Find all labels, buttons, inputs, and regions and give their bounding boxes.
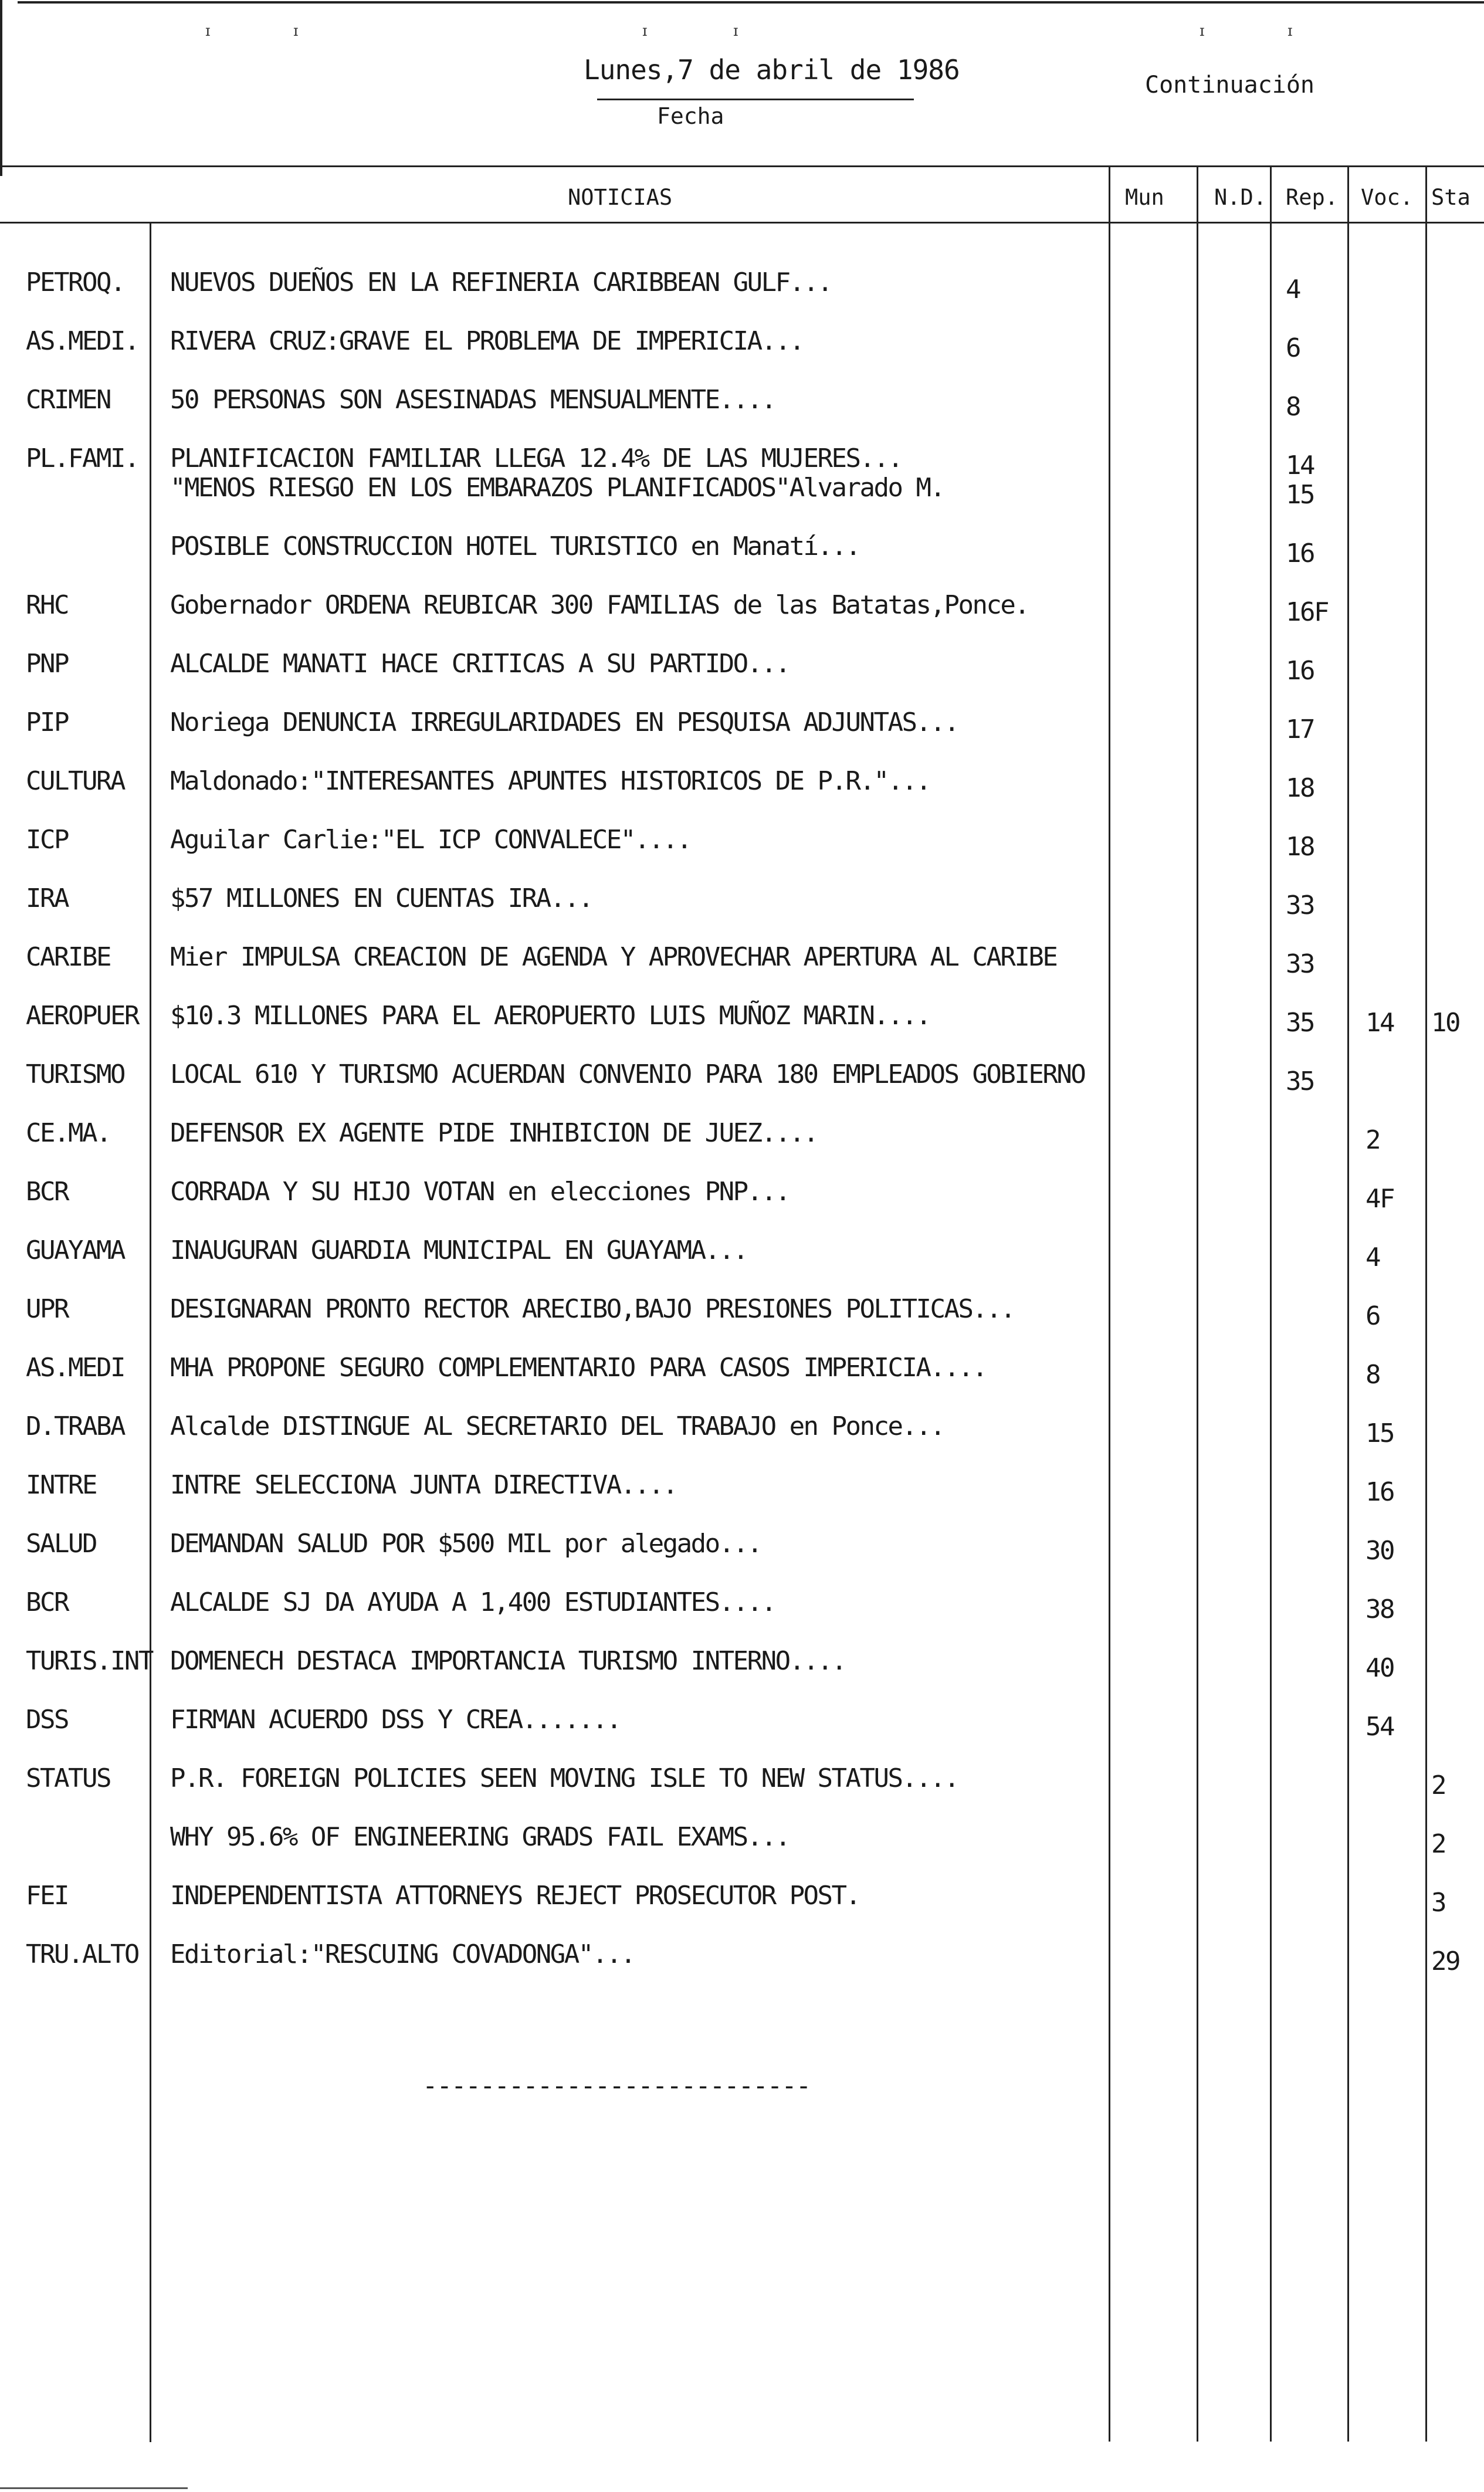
table-row [0, 385, 1484, 438]
row-headline: Alcalde DISTINGUE AL SECRETARIO DEL TRABAJO en Ponce... [170, 1411, 944, 1441]
table-row [0, 1705, 1484, 1758]
row-voc-page: 38 [1366, 1594, 1394, 1624]
table-header-rule [0, 222, 1484, 224]
row-category: AS.MEDI. [26, 326, 138, 356]
row-voc-page: 40 [1366, 1653, 1394, 1683]
row-category: ICP [26, 825, 68, 855]
row-category: D.TRABA [26, 1411, 124, 1441]
row-headline: CORRADA Y SU HIJO VOTAN en elecciones PNP... [170, 1177, 790, 1207]
bottom-edge-rule [0, 2487, 188, 2489]
row-headline: P.R. FOREIGN POLICIES SEEN MOVING ISLE TO NEW STATUS.... [170, 1763, 958, 1793]
row-sta-page: 2 [1431, 1829, 1445, 1859]
header-mark: ɪ [1288, 22, 1293, 40]
table-row [0, 1646, 1484, 1699]
row-headline: Noriega DENUNCIA IRREGULARIDADES EN PESQUISA ADJUNTAS... [170, 707, 958, 737]
table-row [0, 825, 1484, 878]
row-headline: Mier IMPULSA CREACION DE AGENDA Y APROVECHAR APERTURA AL CARIBE [170, 942, 1057, 972]
row-category: STATUS [26, 1763, 110, 1793]
table-row [0, 1235, 1484, 1288]
row-sta-page: 2 [1431, 1770, 1445, 1800]
table-row [0, 326, 1484, 379]
row-category: CRIMEN [26, 385, 110, 415]
row-category: IRA [26, 883, 68, 913]
row-category: AS.MEDI [26, 1353, 124, 1383]
table-row [0, 1529, 1484, 1582]
row-headline: DOMENECH DESTACA IMPORTANCIA TURISMO INTERNO.... [170, 1646, 846, 1676]
row-headline: "MENOS RIESGO EN LOS EMBARAZOS PLANIFICADOS"Alvarado M. [170, 473, 944, 503]
row-category: UPR [26, 1294, 68, 1324]
row-category: PL.FAMI. [26, 443, 138, 473]
row-voc-page: 14 [1366, 1008, 1394, 1038]
table-row [0, 1763, 1484, 1816]
row-rep-page: 33 [1286, 891, 1314, 920]
row-rep-page: 18 [1286, 832, 1314, 862]
row-headline: $57 MILLONES EN CUENTAS IRA... [170, 883, 592, 913]
table-row [0, 1881, 1484, 1934]
document-date: Lunes,7 de abril de 1986 [584, 54, 960, 86]
row-voc-page: 2 [1366, 1125, 1380, 1155]
row-rep-page: 8 [1286, 392, 1300, 422]
row-headline: ALCALDE MANATI HACE CRITICAS A SU PARTIDO... [170, 649, 790, 679]
row-category: CE.MA. [26, 1118, 110, 1148]
table-row [0, 942, 1484, 995]
row-category: DSS [26, 1705, 68, 1735]
row-rep-page: 35 [1286, 1008, 1314, 1038]
continuation-label: Continuación [1145, 72, 1314, 99]
row-voc-page: 15 [1366, 1418, 1394, 1448]
left-edge-rule [0, 0, 2, 176]
row-headline: PLANIFICACION FAMILIAR LLEGA 12.4% DE LAS MUJERES... [170, 443, 902, 473]
column-header-nd: N.D. [1214, 185, 1267, 210]
table-row [0, 1001, 1484, 1054]
row-category: TURISMO [26, 1059, 124, 1089]
row-category: GUAYAMA [26, 1235, 124, 1265]
row-category: BCR [26, 1177, 68, 1207]
table-row [0, 766, 1484, 819]
column-header-mun: Mun [1125, 185, 1164, 210]
header-mark: ɪ [293, 22, 299, 40]
table-row [0, 473, 1484, 526]
header-mark: ɪ [733, 22, 738, 40]
row-rep-page: 17 [1286, 715, 1314, 744]
date-label: Fecha [657, 103, 724, 129]
row-headline: INDEPENDENTISTA ATTORNEYS REJECT PROSECUTOR POST. [170, 1881, 860, 1911]
header-mark: ɪ [205, 22, 211, 40]
row-rep-page: 18 [1286, 773, 1314, 803]
table-row [0, 1939, 1484, 1992]
row-headline: $10.3 MILLONES PARA EL AEROPUERTO LUIS MUÑOZ MARIN.... [170, 1001, 930, 1031]
row-headline: DEFENSOR EX AGENTE PIDE INHIBICION DE JUEZ.... [170, 1118, 818, 1148]
row-headline: LOCAL 610 Y TURISMO ACUERDAN CONVENIO PARA 180 EMPLEADOS GOBIERNO [170, 1059, 1085, 1089]
table-row [0, 1587, 1484, 1640]
table-row [0, 1411, 1484, 1464]
table-row [0, 1294, 1484, 1347]
row-category: BCR [26, 1587, 68, 1617]
row-sta-page: 10 [1431, 1008, 1459, 1038]
column-header-voc: Voc. [1361, 185, 1414, 210]
table-top-rule [0, 165, 1484, 167]
row-rep-page: 6 [1286, 333, 1300, 363]
row-headline: 50 PERSONAS SON ASESINADAS MENSUALMENTE.... [170, 385, 775, 415]
row-headline: WHY 95.6% OF ENGINEERING GRADS FAIL EXAMS... [170, 1822, 790, 1852]
table-row [0, 1470, 1484, 1523]
row-voc-page: 54 [1366, 1712, 1394, 1742]
row-voc-page: 6 [1366, 1301, 1380, 1331]
table-row [0, 649, 1484, 702]
row-category: TRU.ALTO [26, 1939, 138, 1969]
table-row [0, 1059, 1484, 1112]
row-headline: POSIBLE CONSTRUCCION HOTEL TURISTICO en Manatí... [170, 531, 860, 561]
row-category: PETROQ. [26, 268, 124, 297]
row-headline: NUEVOS DUEÑOS EN LA REFINERIA CARIBBEAN GULF... [170, 268, 832, 297]
row-headline: Gobernador ORDENA REUBICAR 300 FAMILIAS de las Batatas,Ponce. [170, 590, 1029, 620]
row-category: CARIBE [26, 942, 110, 972]
header-mark: ɪ [1200, 22, 1205, 40]
table-row [0, 883, 1484, 936]
row-headline: Editorial:"RESCUING COVADONGA"... [170, 1939, 635, 1969]
row-category: PIP [26, 707, 68, 737]
row-voc-page: 8 [1366, 1360, 1380, 1390]
row-category: SALUD [26, 1529, 96, 1559]
row-rep-page: 15 [1286, 480, 1314, 510]
column-header-rep: Rep. [1286, 185, 1339, 210]
end-separator: --------------------------- [422, 2071, 811, 2101]
table-row [0, 1118, 1484, 1171]
table-row [0, 1822, 1484, 1875]
row-category: AEROPUER [26, 1001, 138, 1031]
row-headline: DESIGNARAN PRONTO RECTOR ARECIBO,BAJO PRESIONES POLITICAS... [170, 1294, 1015, 1324]
row-rep-page: 16 [1286, 656, 1314, 686]
row-sta-page: 3 [1431, 1888, 1445, 1918]
row-voc-page: 4 [1366, 1242, 1380, 1272]
row-headline: Maldonado:"INTERESANTES APUNTES HISTORICOS DE P.R."... [170, 766, 930, 796]
row-category: RHC [26, 590, 68, 620]
row-headline: INTRE SELECCIONA JUNTA DIRECTIVA.... [170, 1470, 677, 1500]
row-rep-page: 14 [1286, 451, 1314, 480]
row-headline: Aguilar Carlie:"EL ICP CONVALECE".... [170, 825, 691, 855]
row-voc-page: 4F [1366, 1184, 1394, 1214]
row-headline: ALCALDE SJ DA AYUDA A 1,400 ESTUDIANTES.... [170, 1587, 775, 1617]
row-voc-page: 30 [1366, 1536, 1394, 1566]
column-header-sta: Sta [1431, 185, 1471, 210]
row-headline: MHA PROPONE SEGURO COMPLEMENTARIO PARA CASOS IMPERICIA.... [170, 1353, 987, 1383]
row-voc-page: 16 [1366, 1477, 1394, 1507]
row-category: PNP [26, 649, 68, 679]
row-category: FEI [26, 1881, 68, 1911]
header-mark: ɪ [642, 22, 648, 40]
table-row [0, 1177, 1484, 1230]
row-category: CULTURA [26, 766, 124, 796]
row-rep-page: 35 [1286, 1066, 1314, 1096]
row-category: TURIS.INT [26, 1646, 153, 1676]
row-headline: FIRMAN ACUERDO DSS Y CREA....... [170, 1705, 621, 1735]
date-underline [597, 99, 914, 100]
row-category: INTRE [26, 1470, 96, 1500]
row-rep-page: 4 [1286, 275, 1300, 304]
table-row [0, 531, 1484, 584]
column-header-noticias: NOTICIAS [568, 185, 673, 210]
table-row [0, 590, 1484, 643]
table-row [0, 268, 1484, 320]
top-rule [18, 1, 1484, 4]
row-rep-page: 33 [1286, 949, 1314, 979]
row-rep-page: 16 [1286, 539, 1314, 568]
table-row [0, 1353, 1484, 1406]
table-row [0, 707, 1484, 760]
row-headline: RIVERA CRUZ:GRAVE EL PROBLEMA DE IMPERICIA... [170, 326, 804, 356]
row-sta-page: 29 [1431, 1946, 1459, 1976]
row-headline: INAUGURAN GUARDIA MUNICIPAL EN GUAYAMA... [170, 1235, 747, 1265]
row-rep-page: 16F [1286, 597, 1328, 627]
row-headline: DEMANDAN SALUD POR $500 MIL por alegado... [170, 1529, 761, 1559]
